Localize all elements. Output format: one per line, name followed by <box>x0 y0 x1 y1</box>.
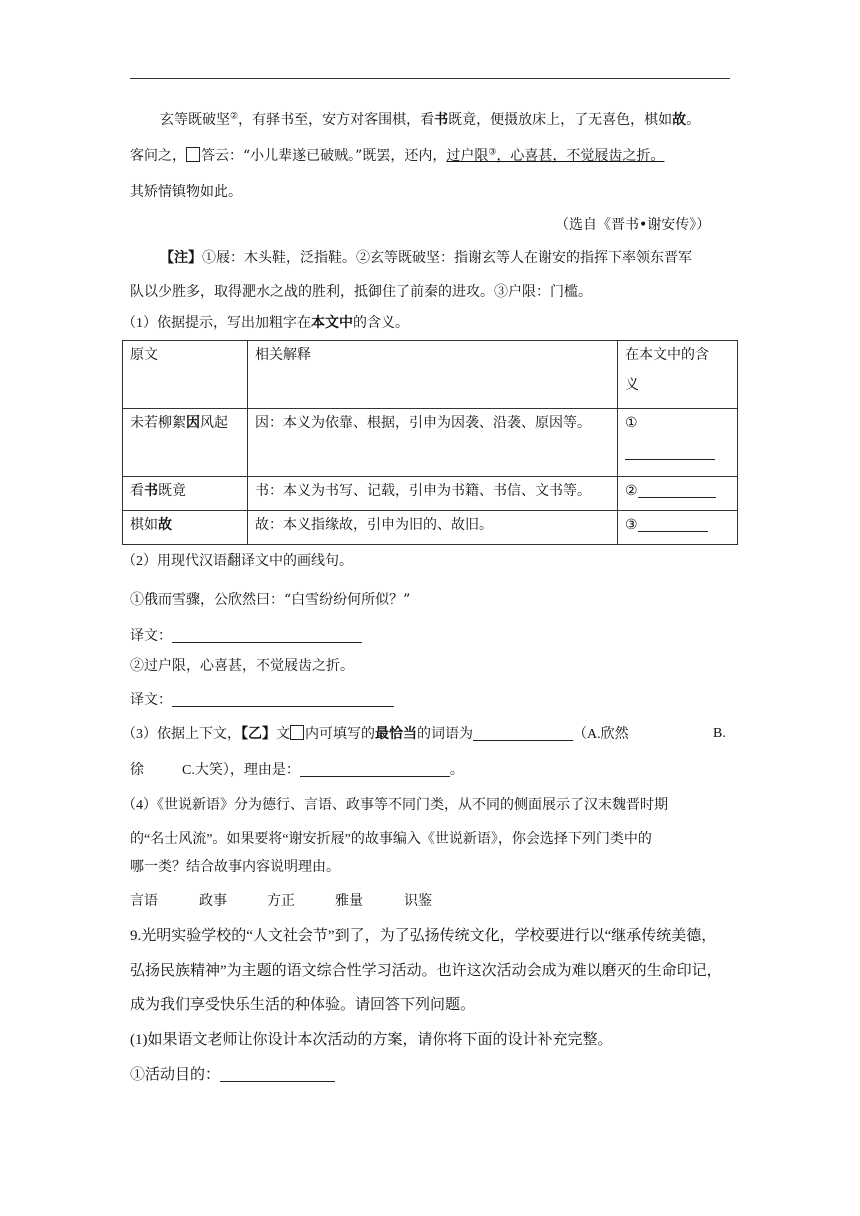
question-text: C.大笑），理由是： <box>182 763 300 778</box>
answer-number: ② <box>625 484 638 499</box>
table-header-cell: 原文 <box>123 341 248 409</box>
question-text: 的含义。 <box>353 316 409 331</box>
answer-cell <box>618 511 738 545</box>
option-b-label: B. <box>713 726 726 741</box>
note-line-1 <box>160 248 692 268</box>
question-1 <box>122 314 409 334</box>
explanation-cell: 故：本义指缘故，引申为旧的、故旧。 <box>248 511 618 545</box>
question-9-line-4: (1)如果语文老师让你设计本次活动的方案，请你将下面的设计补充完整。 <box>130 1032 613 1048</box>
explanation-cell: 因：本义为依靠、根据，引申为因袭、沿袭、原因等。 <box>248 409 618 477</box>
passage-text: ，有驿书至，安方对客围棋，看 <box>238 112 435 128</box>
explanation-cell: 书：本义为书写、记载，引申为书籍、书信、文书等。 <box>248 477 618 511</box>
original-cell <box>123 511 248 545</box>
translation-1 <box>130 626 362 647</box>
translation-label: 译文： <box>130 693 172 708</box>
bold-text: 本文中 <box>311 316 353 331</box>
question-9-line-1: 9.光明实验学校的“人文社会节”到了，为了弘扬传统文化，学校要进行以“继承传统美德， <box>130 928 717 944</box>
question-text: （3）依据上下文， <box>122 727 241 742</box>
option-fangzheng: 方正 <box>267 894 295 909</box>
footnote-mark: ② <box>230 111 239 122</box>
passage-source: （选自《晋书•谢安传》） <box>555 217 711 233</box>
question-4-line-1: （4）《世说新语》分为德行、言语、政事等不同门类，从不同的侧面展示了汉末魏晋时期 <box>122 798 668 813</box>
header-text: 义 <box>625 378 639 393</box>
table-row <box>123 511 738 545</box>
question-text: 。 <box>449 763 464 778</box>
bold-text: 【乙】 <box>241 727 276 742</box>
original-text: 看 <box>130 484 144 499</box>
answer-cell <box>618 477 738 511</box>
blank-line[interactable] <box>625 443 715 460</box>
note-label: 【注】 <box>160 250 202 266</box>
question-text: （1）依据提示，写出加粗字在 <box>122 316 311 331</box>
answer-blank[interactable] <box>473 724 573 741</box>
table-header-cell <box>618 341 738 409</box>
question-9-line-2: 弘扬民族精神”为主题的语文综合性学习活动。也许这次活动会成为难以磨灭的生命印记， <box>130 963 722 979</box>
passage-line-3: 其矫情镇物如此。 <box>130 184 242 200</box>
reason-blank[interactable] <box>300 760 450 777</box>
question-2-sentence-2: ②过户限，心喜甚，不觉屐齿之折。 <box>130 658 354 674</box>
passage-text: 。 <box>686 112 701 128</box>
note-text: ①屐：木头鞋，泛指鞋。②玄等既破坚：指谢玄等人在谢安的指挥下率领东晋军 <box>202 250 692 266</box>
option-a: （A.欣然 <box>573 727 629 742</box>
option-shijian: 识鉴 <box>404 894 432 909</box>
original-cell <box>123 477 248 511</box>
question-9-line-3: 成为我们享受快乐生活的种体验。请回答下列问题。 <box>130 997 476 1013</box>
answer-number: ① <box>625 416 638 431</box>
bold-text: 最恰当 <box>375 727 417 742</box>
table-row <box>123 409 738 477</box>
question-3-line-1 <box>122 724 629 745</box>
bold-character: 因 <box>186 416 200 431</box>
answer-cell <box>618 409 738 477</box>
translation-label: 译文： <box>130 629 172 644</box>
passage-line-2 <box>130 146 664 166</box>
option-b-text: 徐 <box>130 763 144 778</box>
original-cell <box>123 409 248 477</box>
footnote-mark: ③ <box>488 147 497 158</box>
question-text: 的词语为 <box>417 727 473 742</box>
bold-character: 故 <box>672 112 687 128</box>
question-text: ①活动目的： <box>130 1067 221 1083</box>
option-yanyu: 言语 <box>130 894 158 909</box>
question-4-line-2: 的“名士风流”。如果要将“谢安折屐”的故事编入《世说新语》，你会选择下列门类中的 <box>130 832 652 847</box>
bold-character: 故 <box>158 518 172 533</box>
passage-text: 既竟，便摄放床上，了无喜色，棋如 <box>448 112 673 128</box>
bold-character: 书 <box>434 112 449 128</box>
original-text: 风起 <box>200 416 228 431</box>
passage-text: 客问之， <box>130 148 186 164</box>
original-text: 未若柳絮 <box>130 416 186 431</box>
translation-2 <box>130 690 394 711</box>
header-rule <box>130 78 730 79</box>
question-2-sentence-1: ①俄而雪骤，公欣然曰：“白雪纷纷何所似？” <box>130 592 411 608</box>
translation-blank[interactable] <box>172 690 394 707</box>
passage-text: 玄等既破坚 <box>160 112 230 128</box>
table-row <box>123 477 738 511</box>
original-text: 棋如 <box>130 518 158 533</box>
purpose-blank[interactable] <box>220 1065 335 1082</box>
underlined-text: ，心喜甚，不觉屐齿之折。 <box>496 148 665 164</box>
question-9-line-5 <box>130 1065 335 1085</box>
answer-number: ③ <box>625 518 638 533</box>
question-4-line-3: 哪一类？结合故事内容说明理由。 <box>130 860 340 875</box>
question-3-line-2 <box>130 760 464 781</box>
translation-blank[interactable] <box>172 626 362 643</box>
blank-box-icon <box>186 147 200 162</box>
answer-blank[interactable] <box>638 515 708 532</box>
table-header-row <box>123 341 738 409</box>
blank-box-icon <box>290 725 304 740</box>
underlined-sentence <box>446 148 664 164</box>
question-2-title: （2）用现代汉语翻译文中的画线句。 <box>122 554 353 569</box>
answer-blank[interactable] <box>638 481 716 498</box>
question-text: 内可填写的 <box>305 727 375 742</box>
meaning-table <box>122 340 738 545</box>
answer-blank[interactable] <box>625 439 730 469</box>
table-header-cell: 相关解释 <box>248 341 618 409</box>
underlined-text: 过户限 <box>446 148 489 164</box>
note-line-2: 队以少胜多，取得淝水之战的胜利，抵御住了前秦的进攻。③户限：门槛。 <box>130 284 592 300</box>
bold-character: 书 <box>144 484 158 499</box>
option-zhengshi: 政事 <box>199 894 227 909</box>
header-text: 在本文中的含 <box>625 348 709 363</box>
question-text: 文 <box>276 727 290 742</box>
option-yaliang: 雅量 <box>335 894 363 909</box>
original-text: 既竟 <box>158 484 186 499</box>
passage-line-1 <box>160 110 700 130</box>
passage-text: 答云：“小儿辈遂已破贼。”既罢，还内， <box>201 148 447 164</box>
